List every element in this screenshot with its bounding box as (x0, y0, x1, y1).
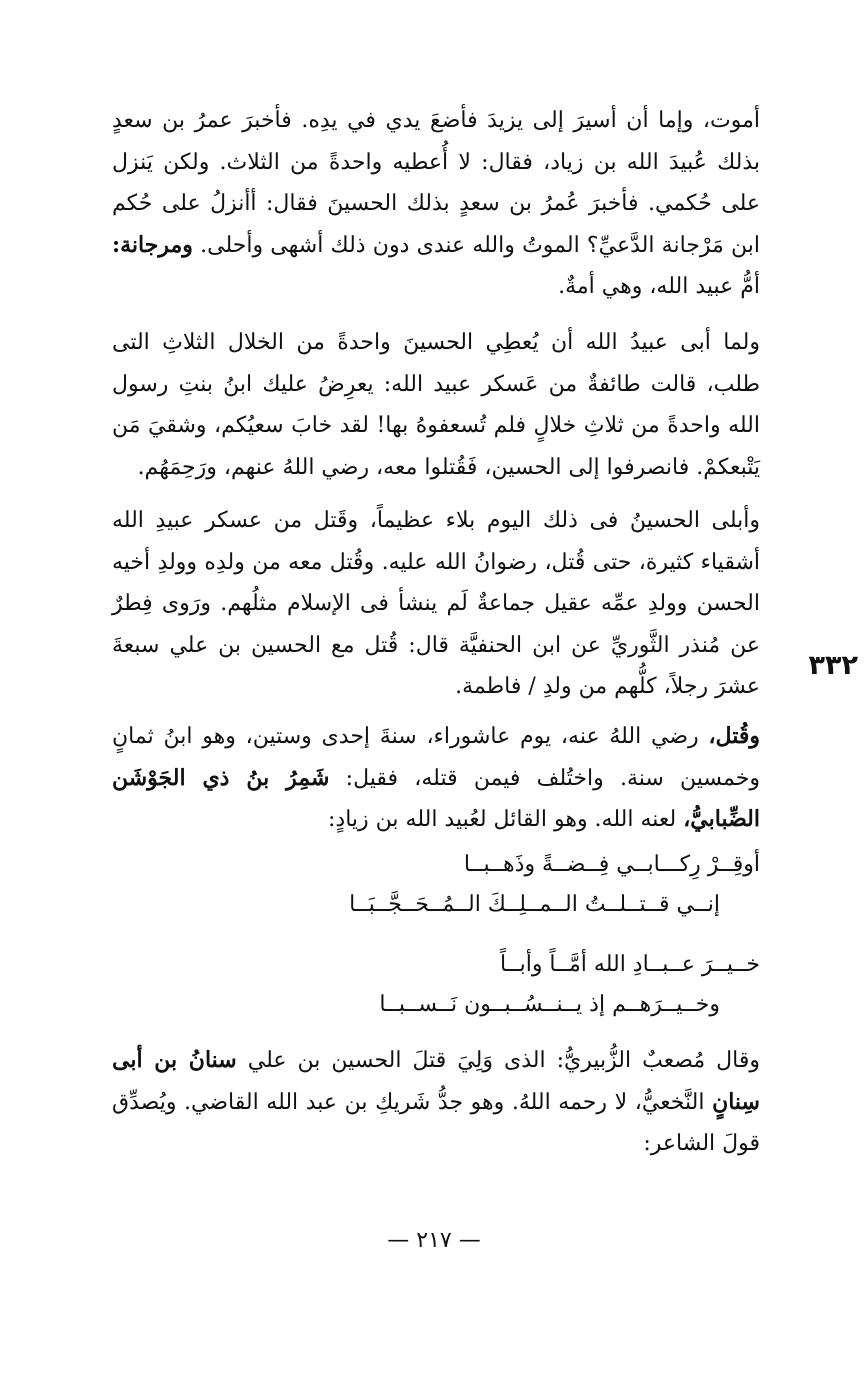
paragraph-1-text-b: أمُّ عبيد الله، وهي أمةٌ. (558, 274, 760, 299)
paragraph-1 (112, 100, 760, 308)
paragraph-2 (112, 322, 760, 488)
page-number: — ٢١٧ — (387, 1228, 481, 1253)
paragraph-2-text: ولما أبى عبيدُ الله أن يُعطِي الحسينَ واحدةً من الخلال الثلاثِ التى طلب، قالت طائفةٌ من عَسكر عبيد الله: يعرِضُ عليك ابنُ بنتِ رسول الله واحدةً من ثلاثِ خلالٍ فلم تُسعفوهُ بها! لقد خابَ سعيُكم، وشقيَ مَن يَتْبعكمْ. فانصرفوا إلى الحسين، فَقُتلوا معه، رضي اللهُ عنهم، ورَحِمَهُم. (112, 330, 760, 480)
paragraph-1-text-a: أموت، وإما أن أسيرَ إلى يزيدَ فأضعَ يدي في يدِه. فأخبرَ عمرُ بن سعدٍ بذلك عُبيدَ الله بن زياد، فقال: لا أُعطيه واحدةً من الثلاث. ولكن يَنزل على حُكمي. فأخبرَ عُمرُ بن سعدٍ بذلك الحسينَ فقال: أأنزلُ على حُكم ابن مَرْجانة الدَّعيِّ؟ الموتُ والله عندى دون ذلك أشهى وأحلى. (112, 108, 760, 258)
paragraph-4-text-a: رضي اللهُ عنه، يوم عاشوراء، سنةَ إحدى وستين، وهو ابنُ ثمانٍ وخمسين سنة. واختُلف فيمن قتله، فقيل: (112, 724, 760, 791)
paragraph-4-bold-a: وقُتل، (708, 723, 760, 749)
poem-verse-1: أوقِــرْ رِكـــابــي فِــضــةً وذَهــبــا (463, 852, 760, 877)
paragraph-4-text-b: لعنه الله. وهو القائل لعُبيد الله بن زيادٍ: (328, 807, 677, 832)
poem-verse-3: خــيــرَ عــبــادِ الله أمَّــاً وأبــاً (499, 952, 760, 977)
poem-verse-2: إنــي قــتــلــتُ الــمــلِــكَ الــمُــحَــجَّــبَــا (349, 892, 720, 917)
margin-page-reference: ٣٣٢ (808, 650, 858, 681)
paragraph-6-text-a: وقال مُصعبٌ الزُّبيريُّ: الذى وَلِيَ قتلَ الحسين بن علي (247, 1048, 761, 1073)
paragraph-6-text-b: النَّخعيُّ، لا رحمه اللهُ. وهو جدُّ شَريكِ بن عبد الله القاضي. ويُصدِّق قولَ الشاعر: (112, 1089, 760, 1156)
paragraph-4-bold-b: شَمِرُ بنُ ذي الجَوْشَن الضِّبابيُّ، (112, 764, 760, 832)
paragraph-6 (112, 1040, 760, 1165)
paragraph-1-bold-term: ومرجانة: (112, 231, 193, 258)
paragraph-3-text: وأبلى الحسينُ فى ذلك اليوم بلاء عظيماً، وقَتل من عسكر عبيدِ الله أشقياء كثيرة، حتى قُتل، رضوانُ الله عليه. وقُتل معه من ولدِه وولدِ أخيه الحسن وولدِ عمِّه عقيل جماعةٌ لَم ينشأ فى الإسلام مثلُهم. ورَوى فِطرٌ عن مُنذر الثَّوريِّ عن ابن الحنفيَّة قال: قُتل مع الحسين بن علي سبعةَ عشرَ رجلاً، كلُّهم من ولدِ / فاطمة. (112, 508, 760, 699)
paragraph-6-bold-name: سنانُ بن أبى سِنانٍ (112, 1047, 760, 1115)
paragraph-4 (112, 716, 760, 841)
paragraph-3 (112, 500, 760, 708)
poem-verse-4: وخــيــرَهــم إذ يــنــسُــبــون نَــســبــا (379, 992, 720, 1017)
